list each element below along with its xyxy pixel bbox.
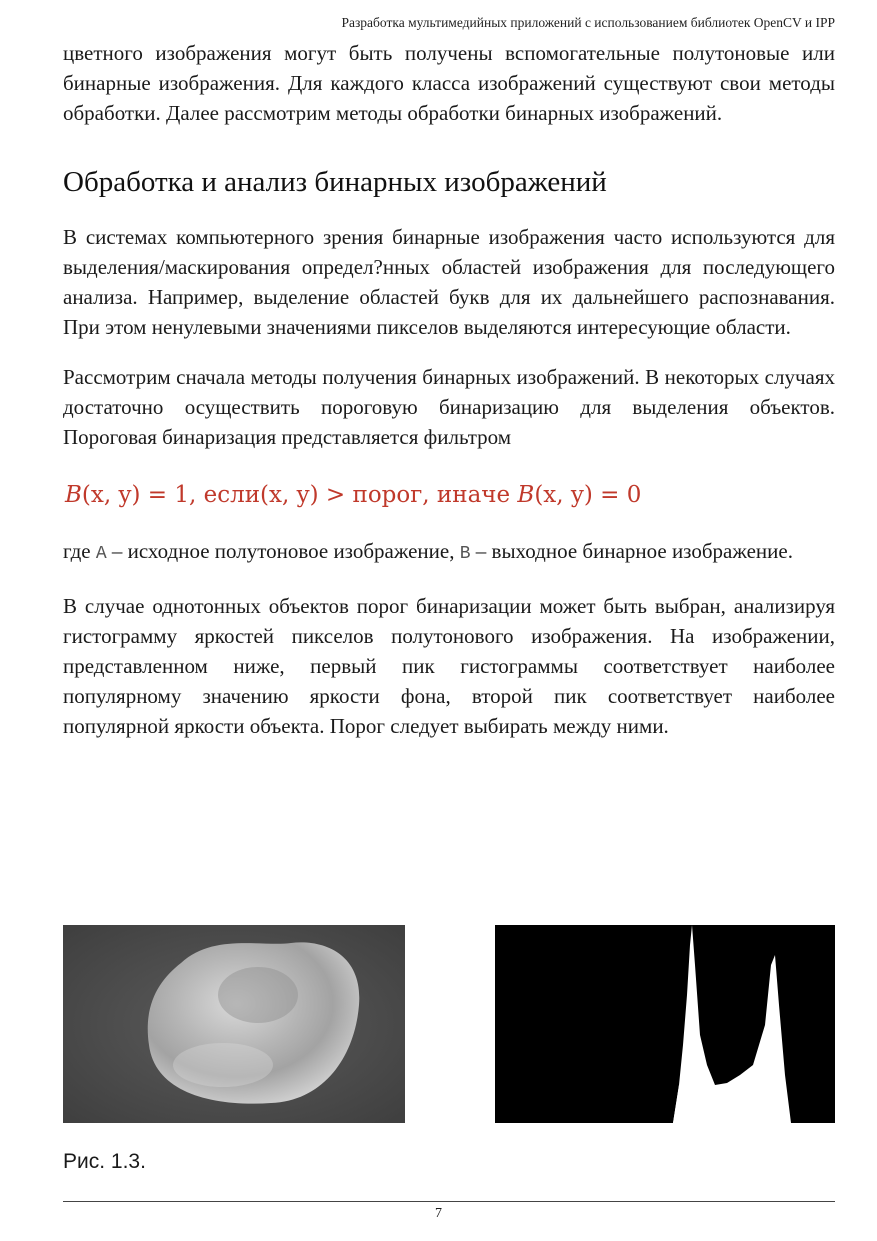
- footer-rule: [63, 1201, 835, 1202]
- formula-lhs-value: = 1,: [140, 482, 204, 508]
- grayscale-object-image: [63, 925, 405, 1123]
- variables-text-2: – исходное полутоновое изображение,: [106, 539, 460, 563]
- formula-cond-args: (x, y): [260, 482, 319, 508]
- paragraph-variables: [63, 536, 835, 569]
- formula-word-if: если: [203, 482, 261, 508]
- histogram-image: [495, 925, 835, 1123]
- variables-text-3: – выходное бинарное изображение.: [470, 539, 793, 563]
- running-header: Разработка мультимедийных приложений с использованием библиотек OpenCV и IPP: [341, 15, 835, 30]
- paragraph-intro: цветного изображения могут быть получены вспомогательные полутоновые или бинарные изображения. Для каждого класса изображений существуют свои методы обработки. Далее рассмотрим методы обработки бинарных изображений.: [63, 41, 835, 125]
- section-heading: Обработка и анализ бинарных изображений: [63, 166, 607, 198]
- formula-lhs-args: (x, y): [81, 482, 141, 508]
- formula-lhs-func: B: [65, 482, 82, 508]
- paragraph-binary-usage: В системах компьютерного зрения бинарные изображения часто используются для выделения/маскирования определ?нных областей изображения для последующего анализа. Например, выделение областей букв для их дальнейшего распознавания. При этом ненулевыми значениями пикселов выделяются интересующие области.: [63, 225, 835, 339]
- paragraph-histogram: В случае однотонных объектов порог бинаризации может быть выбран, анализируя гистограмму яркостей пикселов полутонового изображения. На изображении, представленном ниже, первый пик гистограммы соответствует наиболее популярному значению яркости фона, второй пик соответствует наиболее популярной яркости объекта. Порог следует выбирать между ними.: [63, 594, 835, 738]
- page-number: 7: [435, 1206, 442, 1221]
- variable-b: B: [459, 544, 471, 564]
- figure-caption: Рис. 1.3.: [63, 1150, 146, 1173]
- paragraph-threshold-intro: Рассмотрим сначала методы получения бинарных изображений. В некоторых случаях достаточно осуществить пороговую бинаризацию для выделения объектов. Пороговая бинаризация представляется фильтром: [63, 365, 835, 449]
- formula-rhs-func: B: [517, 482, 535, 508]
- formula-rhs-value: = 0: [592, 482, 642, 508]
- variables-text-1: где: [63, 539, 96, 563]
- formula-rhs-args: (x, y): [534, 482, 593, 508]
- formula-word-threshold: порог, иначе: [352, 482, 518, 508]
- threshold-formula: [65, 480, 835, 510]
- figure-1-3: [63, 925, 835, 1123]
- formula-cond-op: >: [318, 482, 353, 508]
- page-body: [63, 38, 835, 741]
- variable-a: A: [95, 544, 107, 564]
